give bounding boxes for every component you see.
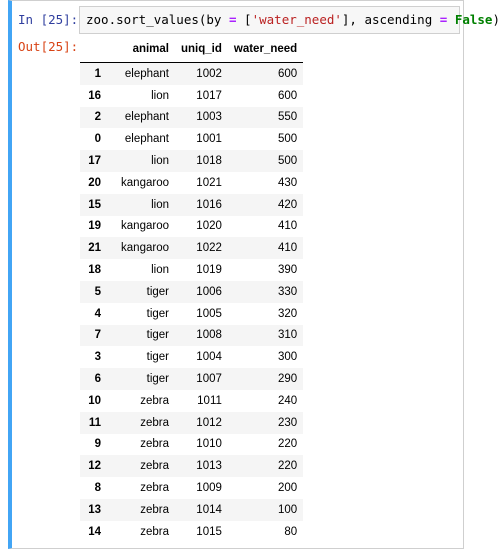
row-index: 21 xyxy=(88,242,101,255)
row-index: 18 xyxy=(88,264,101,277)
cell-water-need: 220 xyxy=(277,460,298,473)
row-index: 20 xyxy=(88,176,101,189)
row-index: 3 xyxy=(94,351,101,364)
table-row xyxy=(80,150,303,172)
table-row xyxy=(80,107,303,129)
cell-animal: elephant xyxy=(124,111,169,124)
cell-uniq-id: 1003 xyxy=(196,111,222,124)
cell-animal: zebra xyxy=(140,503,169,516)
cell-water-need: 430 xyxy=(277,176,298,189)
row-index: 17 xyxy=(88,155,101,168)
table-header-row xyxy=(80,36,303,63)
row-index: 1 xyxy=(94,67,101,80)
table-row xyxy=(80,194,303,216)
index-header xyxy=(80,36,107,63)
cell-animal: zebra xyxy=(140,525,169,538)
cell-animal: tiger xyxy=(146,351,169,364)
cell-animal: tiger xyxy=(146,373,169,386)
cell-uniq-id: 1004 xyxy=(196,351,222,364)
cell-animal: zebra xyxy=(140,460,169,473)
row-index: 4 xyxy=(94,307,101,320)
column-header-uniq-id: uniq_id xyxy=(175,36,228,63)
cell-uniq-id: 1019 xyxy=(196,264,222,277)
row-index: 11 xyxy=(88,416,101,429)
output-prompt: Out[25]: xyxy=(18,39,79,54)
input-prompt: In [25]: xyxy=(18,12,79,27)
cell-water-need: 240 xyxy=(277,394,298,407)
cell-water-need: 80 xyxy=(284,525,298,538)
cell-animal: kangaroo xyxy=(121,242,169,255)
code-part: ], ascending xyxy=(341,12,440,27)
cell-uniq-id: 1010 xyxy=(196,438,222,451)
cell-uniq-id: 1011 xyxy=(197,394,222,407)
cell-animal: tiger xyxy=(146,307,169,320)
cell-uniq-id: 1017 xyxy=(196,89,222,102)
table-row xyxy=(80,412,303,434)
cell-animal: elephant xyxy=(124,67,169,80)
cell-uniq-id: 1006 xyxy=(196,285,222,298)
row-index: 7 xyxy=(94,329,101,342)
table-row xyxy=(80,281,303,303)
cell-water-need: 550 xyxy=(277,111,298,124)
row-index: 16 xyxy=(88,89,101,102)
table-row xyxy=(80,303,303,325)
cell-water-need: 230 xyxy=(277,416,298,429)
table-row xyxy=(80,390,303,412)
table-row xyxy=(80,346,303,368)
cell-water-need: 600 xyxy=(277,67,298,80)
row-index: 19 xyxy=(88,220,101,233)
cell-animal: kangaroo xyxy=(121,176,169,189)
table-row xyxy=(80,216,303,238)
cell-uniq-id: 1014 xyxy=(196,503,222,516)
cell-animal: zebra xyxy=(140,438,169,451)
cell-uniq-id: 1005 xyxy=(196,307,222,320)
table-row xyxy=(80,325,303,347)
row-index: 15 xyxy=(88,198,101,211)
row-index: 9 xyxy=(94,438,101,451)
cell-animal: elephant xyxy=(124,133,169,146)
code-part: ) xyxy=(492,12,500,27)
cell-water-need: 420 xyxy=(277,198,298,211)
table-row xyxy=(80,85,303,107)
cell-uniq-id: 1007 xyxy=(196,373,222,386)
cell-uniq-id: 1009 xyxy=(196,482,222,495)
dataframe-output xyxy=(80,36,303,543)
cell-animal: zebra xyxy=(140,394,169,407)
cell-water-need: 220 xyxy=(277,438,298,451)
cell-animal: zebra xyxy=(140,482,169,495)
row-index: 13 xyxy=(88,503,101,516)
row-index: 8 xyxy=(94,482,101,495)
row-index: 0 xyxy=(94,133,101,146)
cell-water-need: 320 xyxy=(277,307,298,320)
code-part xyxy=(447,12,455,27)
column-header-animal: animal xyxy=(107,36,175,63)
cell-animal: lion xyxy=(151,198,169,211)
cell-water-need: 410 xyxy=(277,242,298,255)
table-row xyxy=(80,477,303,499)
row-index: 6 xyxy=(94,373,101,386)
table-row xyxy=(80,368,303,390)
table-row xyxy=(80,521,303,543)
cell-animal: kangaroo xyxy=(121,220,169,233)
row-index: 12 xyxy=(88,460,101,473)
row-index: 14 xyxy=(88,525,101,538)
table-row xyxy=(80,434,303,456)
cell-uniq-id: 1001 xyxy=(196,133,222,146)
cell-animal: tiger xyxy=(146,285,169,298)
code-string: 'water_need' xyxy=(251,12,342,27)
table-row xyxy=(80,499,303,521)
cell-animal: zebra xyxy=(140,416,169,429)
cell-water-need: 310 xyxy=(277,329,298,342)
cell-water-need: 200 xyxy=(277,482,298,495)
cell-uniq-id: 1012 xyxy=(196,416,222,429)
cell-water-need: 410 xyxy=(277,220,298,233)
table-row xyxy=(80,172,303,194)
code-part: zoo.sort_values(by xyxy=(86,12,229,27)
cell-water-need: 290 xyxy=(277,373,298,386)
cell-uniq-id: 1020 xyxy=(196,220,222,233)
row-index: 5 xyxy=(94,285,101,298)
cell-water-need: 500 xyxy=(277,155,298,168)
cell-uniq-id: 1002 xyxy=(196,67,222,80)
cell-water-need: 100 xyxy=(277,503,298,516)
code-part: [ xyxy=(236,12,252,27)
column-header-water-need: water_need xyxy=(228,36,303,63)
cell-animal: lion xyxy=(151,155,169,168)
cell-uniq-id: 1008 xyxy=(196,329,222,342)
row-index: 2 xyxy=(94,111,101,124)
code-operator: = xyxy=(229,12,237,27)
cell-water-need: 600 xyxy=(277,89,298,102)
code-input[interactable] xyxy=(79,6,500,34)
code-operator: = xyxy=(439,12,448,27)
cell-uniq-id: 1015 xyxy=(196,525,222,538)
cell-uniq-id: 1018 xyxy=(196,155,222,168)
cell-uniq-id: 1013 xyxy=(196,460,222,473)
cell-animal: lion xyxy=(151,89,169,102)
table-row xyxy=(80,128,303,150)
cell-uniq-id: 1016 xyxy=(196,198,222,211)
cell-animal: tiger xyxy=(146,329,169,342)
table-row xyxy=(80,259,303,281)
table-row xyxy=(80,455,303,477)
row-index: 10 xyxy=(88,394,101,407)
code-keyword: False xyxy=(454,12,493,27)
table-row xyxy=(80,237,303,259)
table-row xyxy=(80,63,303,85)
cell-uniq-id: 1022 xyxy=(196,242,222,255)
cell-water-need: 390 xyxy=(277,264,298,277)
cell-animal: lion xyxy=(151,264,169,277)
cell-water-need: 300 xyxy=(277,351,298,364)
cell-uniq-id: 1021 xyxy=(196,176,222,189)
cell-water-need: 330 xyxy=(277,285,298,298)
cell-water-need: 500 xyxy=(277,133,298,146)
